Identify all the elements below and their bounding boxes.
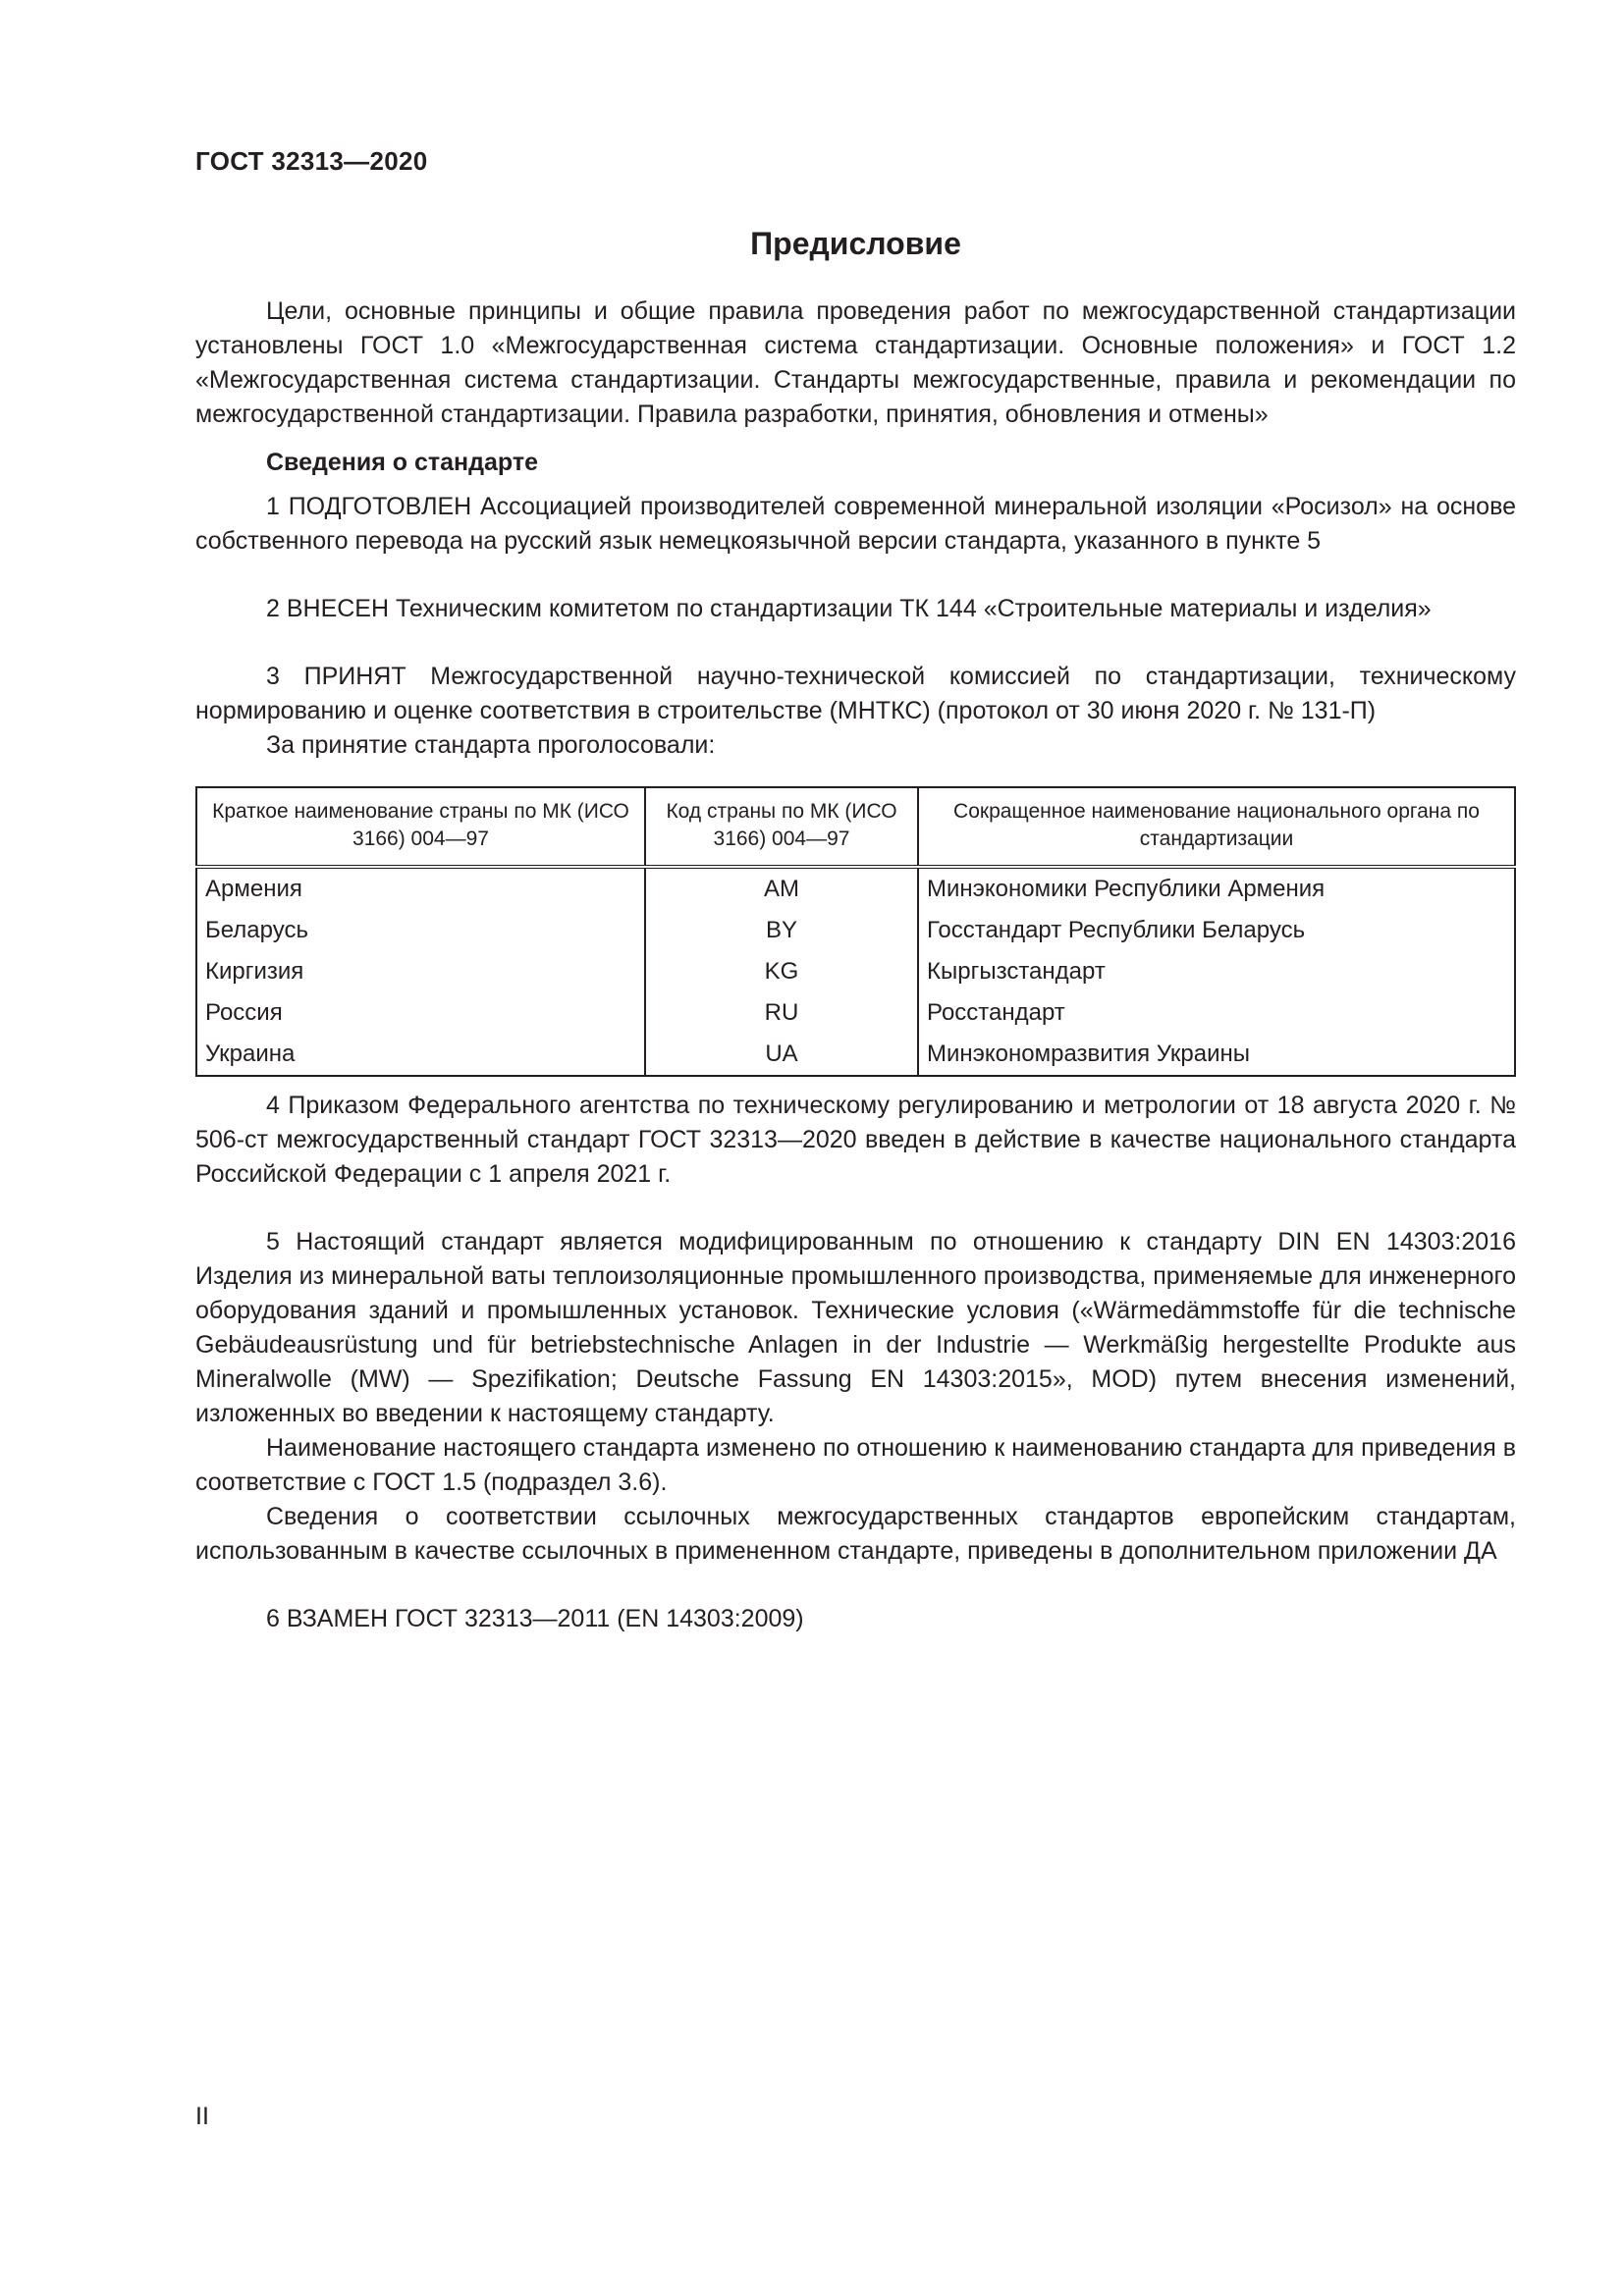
item-3-paragraph: 3 ПРИНЯТ Межгосударственной научно-технической комиссией по стандартизации, техническому нормированию и оценке соответствия в строительстве (МНТКС) (протокол от 30 июня 2020 г. № 131-П) [195, 663, 1516, 724]
page-number: II [195, 2103, 209, 2130]
item-1-paragraph: 1 ПОДГОТОВЛЕН Ассоциацией производителей современной минеральной изоляции «Росизол» на основе собственного перевода на русский язык немецкоязычной версии стандарта, указанного в пункте 5 [195, 493, 1516, 555]
table-row [196, 910, 1515, 951]
national-body: Кыргызстандарт [918, 951, 1515, 992]
country-name: Россия [196, 992, 645, 1034]
national-body: Минэкономики Республики Армения [918, 867, 1515, 910]
table-header-body: Сокращенное наименование национального органа по стандартизации [918, 787, 1515, 867]
country-code: AM [645, 867, 918, 910]
table-row [196, 867, 1515, 910]
item-5-name-paragraph: Наименование настоящего стандарта изменено по отношению к наименованию стандарта для приведения в соответствие с ГОСТ 1.5 (подраздел 3.6). [195, 1434, 1516, 1496]
table-header-row [196, 787, 1515, 867]
intro-paragraph: Цели, основные принципы и общие правила проведения работ по межгосударственной стандартизации установлены ГОСТ 1.0 «Межгосударственная система стандартизации. Основные положения» и ГОСТ 1.2 «Межгосударственная система стандартизации. Стандарты межгосударственные, правила и рекомендации по межгосударственной стандартизации. Правила разработки, принятия, обновления и отмены» [195, 297, 1516, 428]
country-code: UA [645, 1034, 918, 1076]
item-5-refs-paragraph: Сведения о соответствии ссылочных межгосударственных стандартов европейским стандартам, использованным в качестве ссылочных в примененном стандарте, приведены в дополнительном приложении ДА [195, 1503, 1516, 1565]
table-row [196, 1034, 1515, 1076]
voting-countries-table [195, 786, 1516, 1077]
item-3-vote-line: За принятие стандарта проголосовали: [266, 731, 716, 759]
country-name: Беларусь [196, 910, 645, 951]
country-code: RU [645, 992, 918, 1034]
document-page [195, 0, 1516, 2296]
page-title: Предисловие [750, 226, 961, 261]
country-code: KG [645, 951, 918, 992]
item-2-paragraph: 2 ВНЕСЕН Техническим комитетом по стандартизации ТК 144 «Строительные материалы и изделия» [266, 595, 1432, 622]
national-body: Росстандарт [918, 992, 1515, 1034]
item-4-paragraph: 4 Приказом Федерального агентства по техническому регулированию и метрологии от 18 августа 2020 г. № 506-ст межгосударственный стандарт ГОСТ 32313—2020 введен в действие в качестве национального стандарта Российской Федерации с 1 апреля 2021 г. [195, 1092, 1516, 1188]
national-body: Госстандарт Республики Беларусь [918, 910, 1515, 951]
table-header-country: Краткое наименование страны по МК (ИСО 3166) 004—97 [196, 787, 645, 867]
country-name: Армения [196, 867, 645, 910]
country-name: Киргизия [196, 951, 645, 992]
table-row [196, 951, 1515, 992]
document-body [195, 294, 1516, 1636]
document-code: ГОСТ 32313—2020 [195, 146, 428, 176]
item-6-paragraph: 6 ВЗАМЕН ГОСТ 32313—2011 (EN 14303:2009) [266, 1605, 804, 1632]
item-5-paragraph: 5 Настоящий стандарт является модифицированным по отношению к стандарту DIN EN 14303:2016 Изделия из минеральной ваты теплоизоляционные промышленного производства, применяемые для инженерного оборудования зданий и промышленных установок. Технические условия («Wärmedämmstoffe für die technische Gebäudeausrüstung und für betriebstechnische Anlagen in der Industrie — Werkmäßig hergestellte Produkte aus Mineralwolle (MW) — Spezifikation; Deutsche Fassung EN 14303:2015», MOD) путем внесения изменений, изложенных во введении к настоящему стандарту. [195, 1228, 1516, 1427]
section-heading: Сведения о стандарте [266, 449, 539, 476]
table-header-code: Код страны по МК (ИСО 3166) 004—97 [645, 787, 918, 867]
country-name: Украина [196, 1034, 645, 1076]
national-body: Минэкономразвития Украины [918, 1034, 1515, 1076]
country-code: BY [645, 910, 918, 951]
table-row [196, 992, 1515, 1034]
